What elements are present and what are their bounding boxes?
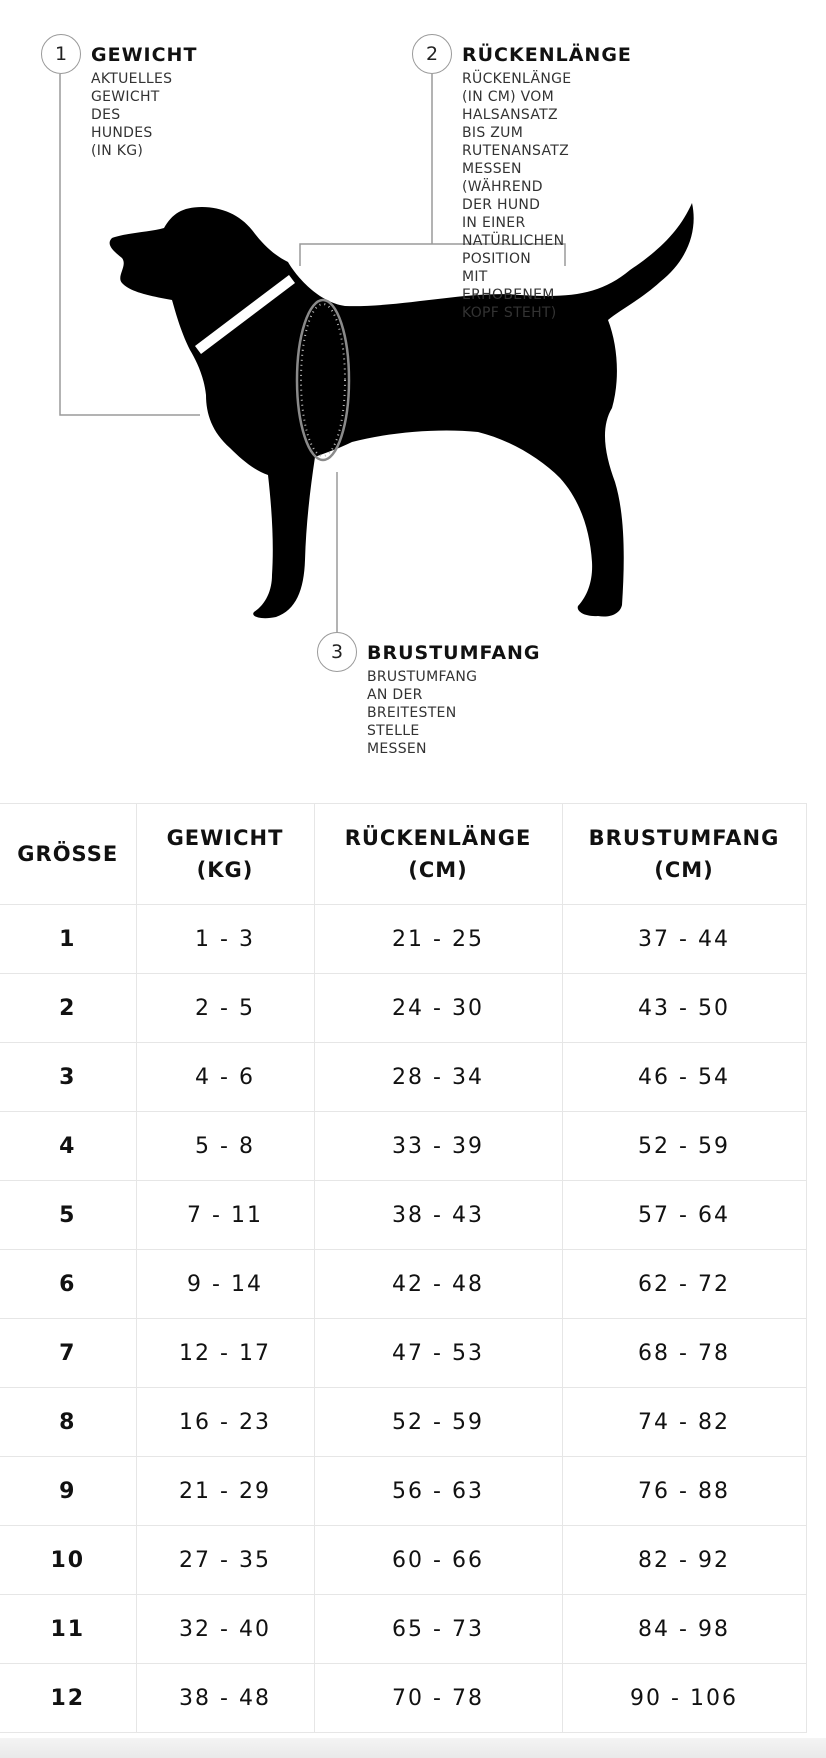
weight-cell: 12 - 17 <box>136 1319 314 1388</box>
dog-body-shape <box>110 203 694 618</box>
chest-girth-cell: 52 - 59 <box>562 1112 806 1181</box>
table-row <box>0 1181 806 1250</box>
size-cell: 12 <box>0 1664 136 1733</box>
size-cell: 4 <box>0 1112 136 1181</box>
table-body <box>0 905 806 1733</box>
weight-cell: 1 - 3 <box>136 905 314 974</box>
column-label: BRUSTUMFANG <box>588 826 780 850</box>
table-row <box>0 1457 806 1526</box>
table-header-row <box>0 804 806 905</box>
chest-girth-cell: 43 - 50 <box>562 974 806 1043</box>
step-number-badge: 1 <box>41 34 81 74</box>
header-chest-girth <box>562 804 806 905</box>
back-length-cell: 47 - 53 <box>314 1319 562 1388</box>
back-length-cell: 52 - 59 <box>314 1388 562 1457</box>
table-row <box>0 1388 806 1457</box>
callout-title: GEWICHT <box>91 44 198 66</box>
weight-cell: 7 - 11 <box>136 1181 314 1250</box>
table-row <box>0 1112 806 1181</box>
size-cell: 8 <box>0 1388 136 1457</box>
column-unit: (KG) <box>196 858 254 882</box>
chest-girth-cell: 57 - 64 <box>562 1181 806 1250</box>
weight-cell: 16 - 23 <box>136 1388 314 1457</box>
back-length-cell: 38 - 43 <box>314 1181 562 1250</box>
callout-description: AKTUELLES GEWICHT DES HUNDES (IN KG) <box>91 71 173 159</box>
back-length-cell: 70 - 78 <box>314 1664 562 1733</box>
size-cell: 3 <box>0 1043 136 1112</box>
column-label: GEWICHT <box>166 826 284 850</box>
size-cell: 5 <box>0 1181 136 1250</box>
table-row <box>0 1250 806 1319</box>
column-label: GRÖSSE <box>17 842 119 866</box>
chest-girth-cell: 76 - 88 <box>562 1457 806 1526</box>
chest-girth-cell: 82 - 92 <box>562 1526 806 1595</box>
weight-cell: 38 - 48 <box>136 1664 314 1733</box>
back-length-cell: 60 - 66 <box>314 1526 562 1595</box>
chest-girth-cell: 37 - 44 <box>562 905 806 974</box>
table-row <box>0 1664 806 1733</box>
weight-cell: 32 - 40 <box>136 1595 314 1664</box>
column-label: RÜCKENLÄNGE <box>344 826 532 850</box>
back-length-cell: 21 - 25 <box>314 905 562 974</box>
back-length-cell: 56 - 63 <box>314 1457 562 1526</box>
header-weight <box>136 804 314 905</box>
column-unit: (CM) <box>408 858 468 882</box>
table-row <box>0 905 806 974</box>
weight-cell: 2 - 5 <box>136 974 314 1043</box>
back-length-cell: 42 - 48 <box>314 1250 562 1319</box>
callout-title: RÜCKENLÄNGE <box>462 44 632 66</box>
chest-girth-cell: 46 - 54 <box>562 1043 806 1112</box>
chest-girth-cell: 68 - 78 <box>562 1319 806 1388</box>
size-cell: 7 <box>0 1319 136 1388</box>
callout-description: RÜCKENLÄNGE (IN CM) VOM HALSANSATZ BIS ZUM RUTENANSATZ MESSEN (WÄHREND DER HUND IN EINER NATÜRLICHEN POSITION MIT ERHOBENEM KOPF STEHT) <box>462 71 572 321</box>
back-length-cell: 33 - 39 <box>314 1112 562 1181</box>
weight-cell: 4 - 6 <box>136 1043 314 1112</box>
chest-girth-cell: 62 - 72 <box>562 1250 806 1319</box>
table-row <box>0 974 806 1043</box>
table-row <box>0 1526 806 1595</box>
table-row <box>0 1043 806 1112</box>
measurement-diagram <box>0 0 826 760</box>
size-chart-table <box>0 803 807 1733</box>
size-cell: 9 <box>0 1457 136 1526</box>
step-number-badge: 3 <box>317 632 357 672</box>
bottom-edge <box>0 1738 826 1758</box>
table-row <box>0 1319 806 1388</box>
weight-cell: 5 - 8 <box>136 1112 314 1181</box>
chest-girth-cell: 84 - 98 <box>562 1595 806 1664</box>
size-cell: 6 <box>0 1250 136 1319</box>
size-cell: 2 <box>0 974 136 1043</box>
header-size <box>0 804 136 905</box>
table-row <box>0 1595 806 1664</box>
callout-title: BRUSTUMFANG <box>367 642 541 664</box>
chest-girth-cell: 90 - 106 <box>562 1664 806 1733</box>
weight-cell: 27 - 35 <box>136 1526 314 1595</box>
step-number-badge: 2 <box>412 34 452 74</box>
chest-girth-cell: 74 - 82 <box>562 1388 806 1457</box>
back-length-cell: 65 - 73 <box>314 1595 562 1664</box>
column-unit: (CM) <box>654 858 714 882</box>
weight-cell: 21 - 29 <box>136 1457 314 1526</box>
back-length-cell: 24 - 30 <box>314 974 562 1043</box>
size-cell: 11 <box>0 1595 136 1664</box>
back-length-cell: 28 - 34 <box>314 1043 562 1112</box>
header-back-length <box>314 804 562 905</box>
weight-cell: 9 - 14 <box>136 1250 314 1319</box>
size-cell: 10 <box>0 1526 136 1595</box>
size-cell: 1 <box>0 905 136 974</box>
callout-description: BRUSTUMFANG AN DER BREITESTEN STELLE MESSEN <box>367 669 478 757</box>
